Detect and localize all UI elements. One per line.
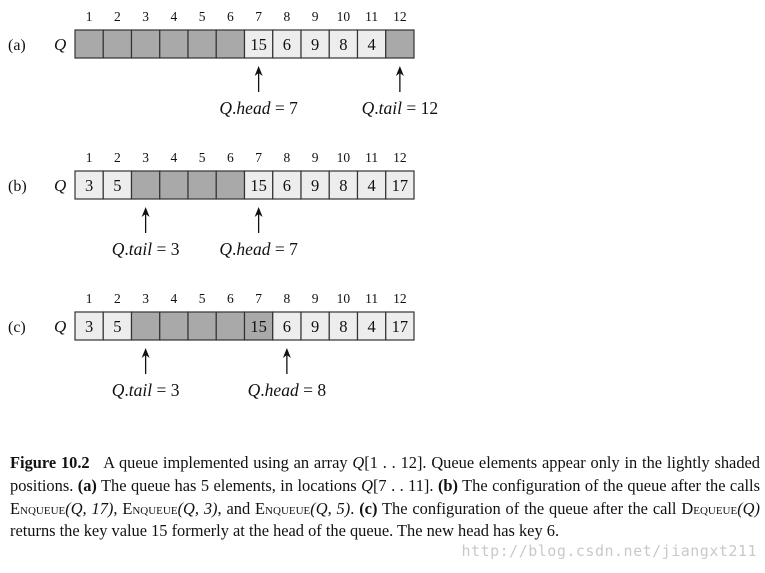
cell-value: 15 — [250, 176, 267, 195]
index-label: 10 — [336, 291, 351, 306]
cell-value: 4 — [367, 317, 376, 336]
queue-panel-2 — [8, 150, 414, 259]
queue-panel-1 — [8, 9, 438, 118]
index-label: 3 — [142, 150, 149, 165]
index-label: 12 — [393, 150, 407, 165]
queue-cell — [188, 30, 216, 58]
index-label: 11 — [365, 150, 379, 165]
index-label: 5 — [198, 150, 206, 165]
cell-value: 5 — [113, 176, 122, 195]
index-label: 8 — [283, 150, 291, 165]
queue-cell — [132, 30, 160, 58]
panel-tag: (b) — [8, 178, 27, 195]
queue-cell — [132, 312, 160, 340]
cell-value: 4 — [367, 176, 376, 195]
array-name: Q — [54, 35, 67, 54]
cell-value: 8 — [339, 317, 348, 336]
cell-value: 5 — [113, 317, 122, 336]
index-label: 3 — [142, 9, 149, 24]
cell-value: 3 — [85, 317, 94, 336]
index-label: 7 — [255, 150, 262, 165]
index-label: 4 — [170, 9, 178, 24]
index-label: 9 — [311, 291, 319, 306]
index-label: 8 — [283, 291, 291, 306]
index-label: 6 — [227, 150, 234, 165]
cell-value: 17 — [391, 317, 409, 336]
queue-cell — [160, 171, 188, 199]
array-name: Q — [54, 176, 67, 195]
index-label: 6 — [227, 291, 234, 306]
index-label: 2 — [114, 291, 121, 306]
pointer-label-tail: Q.tail = 3 — [111, 380, 180, 400]
queue-cell — [188, 171, 216, 199]
queue-cell — [188, 312, 216, 340]
cell-value: 17 — [391, 176, 409, 195]
cell-value: 15 — [250, 317, 267, 336]
array-name: Q — [54, 317, 67, 336]
queue-cell — [216, 30, 244, 58]
cell-value: 6 — [282, 176, 291, 195]
index-label: 5 — [198, 291, 206, 306]
index-label: 4 — [170, 291, 178, 306]
cell-value: 9 — [311, 176, 320, 195]
queue-cell — [132, 171, 160, 199]
cell-value: 6 — [282, 35, 291, 54]
index-label: 11 — [365, 291, 379, 306]
cell-value: 6 — [282, 317, 291, 336]
queue-cell — [216, 312, 244, 340]
cell-value: 8 — [339, 176, 348, 195]
pointer-label-tail: Q.tail = 3 — [111, 239, 180, 259]
cell-value: 15 — [250, 35, 267, 54]
cell-value: 4 — [367, 35, 376, 54]
index-label: 6 — [227, 9, 234, 24]
queue-cell — [103, 30, 131, 58]
figure-caption: Figure 10.2 A queue implemented using an array Q[1 . . 12]. Queue elements appear only in the lightly shaded positions. (a) The queue has 5 elements, in locations Q[7 . . 11]. (b) The configuration of the queue after the calls Enqueue(Q, 17), Enqueue(Q, 3), and Enqueue(Q, 5). (c) The configuration of the queue after the call Dequeue(Q) returns the key value 15 formerly at the head of the queue. The new head has key 6. — [10, 453, 760, 541]
index-label: 1 — [85, 291, 93, 306]
panel-tag: (a) — [8, 37, 26, 54]
index-label: 1 — [85, 9, 93, 24]
queue-cell — [160, 312, 188, 340]
queue-panel-3 — [8, 291, 414, 400]
index-label: 7 — [255, 291, 262, 306]
index-label: 7 — [255, 9, 262, 24]
cell-value: 9 — [311, 317, 320, 336]
pointer-label-head: Q.head = 7 — [219, 98, 298, 118]
index-label: 5 — [198, 9, 206, 24]
index-label: 9 — [311, 9, 319, 24]
index-label: 1 — [85, 150, 93, 165]
pointer-label-tail: Q.tail = 12 — [361, 98, 439, 118]
index-label: 10 — [336, 9, 351, 24]
watermark: http://blog.csdn.net/jiangxt211 — [461, 542, 757, 560]
queue-cell — [75, 30, 103, 58]
figure-label: Figure 10.2 — [10, 453, 90, 472]
queue-cell — [216, 171, 244, 199]
index-label: 12 — [393, 9, 407, 24]
index-label: 10 — [336, 150, 351, 165]
index-label: 12 — [393, 291, 407, 306]
index-label: 3 — [142, 291, 149, 306]
index-label: 4 — [170, 150, 178, 165]
index-label: 2 — [114, 9, 121, 24]
queue-cell — [386, 30, 414, 58]
queue-cell — [160, 30, 188, 58]
cell-value: 8 — [339, 35, 348, 54]
panel-tag: (c) — [8, 319, 26, 336]
cell-value: 3 — [85, 176, 94, 195]
pointer-label-head: Q.head = 7 — [219, 239, 298, 259]
index-label: 8 — [283, 9, 291, 24]
pointer-label-head: Q.head = 8 — [247, 380, 327, 400]
index-label: 11 — [365, 9, 379, 24]
index-label: 9 — [311, 150, 319, 165]
index-label: 2 — [114, 150, 121, 165]
cell-value: 9 — [311, 35, 320, 54]
